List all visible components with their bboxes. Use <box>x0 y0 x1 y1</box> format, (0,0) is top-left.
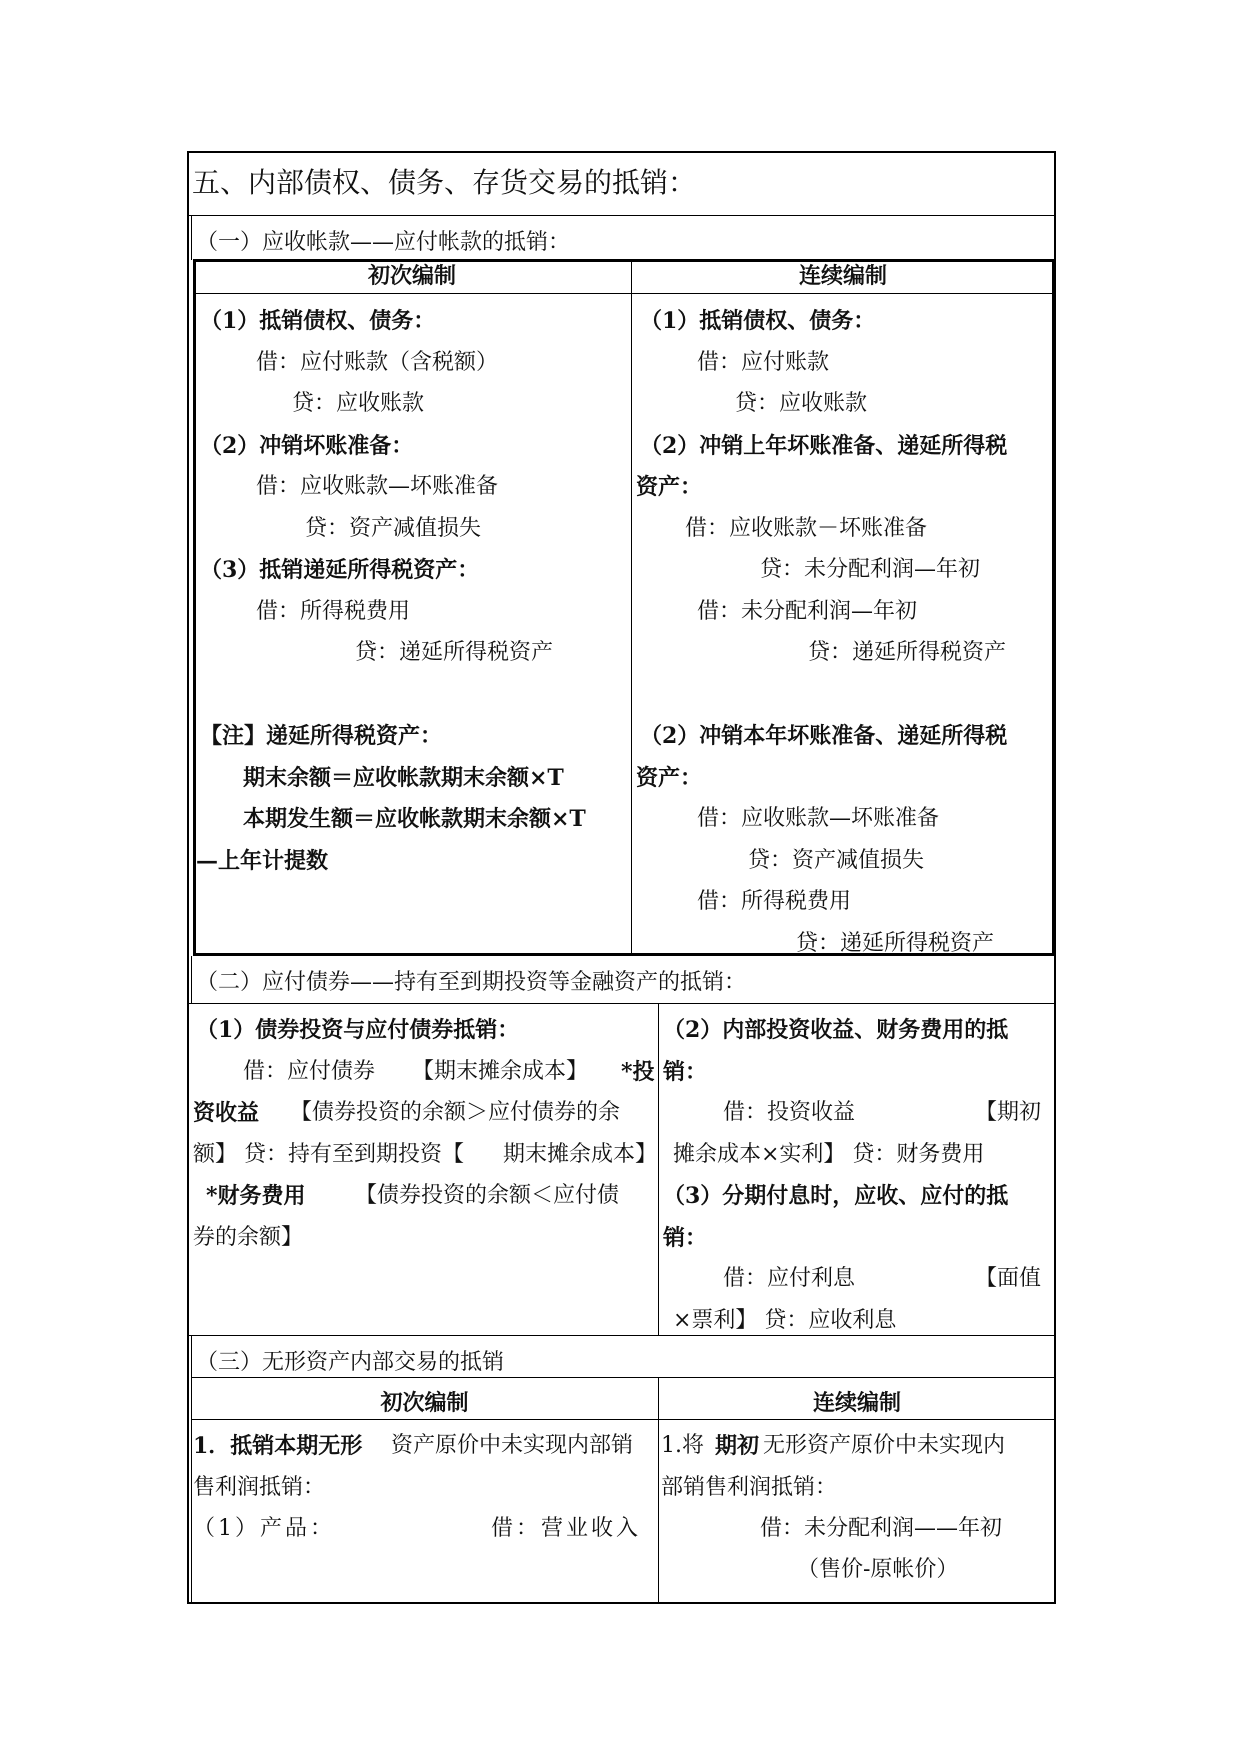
s1-left-line: 期末余额＝应收帐款期末余额×T <box>243 765 564 791</box>
s1-right-line: （1）抵销债权、债务： <box>640 308 876 334</box>
s2-left-line: 期末摊余成本】 <box>503 1142 658 1167</box>
s2-right-line: ×票利】 贷：应收利息 <box>673 1308 897 1333</box>
s2-left-line: 券的余额】 <box>193 1225 304 1250</box>
s2-right-line: （3）分期付息时，应收、应付的抵 <box>663 1183 1009 1209</box>
s1-right-line: （2）冲销本年坏账准备、递延所得税 <box>640 723 1008 749</box>
s1-right-line: 借：所得税费用 <box>697 889 852 914</box>
s1-right-line: 贷：资产减值损失 <box>748 848 925 873</box>
s2-right-line: 销： <box>663 1225 708 1251</box>
s3-right-line: 借：未分配利润——年初 <box>760 1516 1003 1541</box>
col-header-initial: 初次编制 <box>367 263 456 289</box>
s3-left-line: 借：营业收入 <box>491 1516 642 1541</box>
s2-left-line: 资收益 <box>193 1100 260 1126</box>
s1-right-line: 借：未分配利润—年初 <box>697 599 918 624</box>
col-header-continuing: 连续编制 <box>798 263 887 289</box>
col-header-continuing: 连续编制 <box>812 1390 901 1416</box>
s1-left-line: （1）抵销债权、债务： <box>200 308 436 334</box>
s2-right-line: （2）内部投资收益、财务费用的抵 <box>663 1017 1009 1043</box>
s2-right-line: 借：投资收益 <box>723 1100 856 1125</box>
divider <box>187 1335 1056 1336</box>
s2-left-line: 额】 贷：持有至到期投资【 <box>193 1142 464 1167</box>
s2-left-line: 【期末摊余成本】 <box>412 1059 589 1084</box>
s3-left-line: 资产原价中未实现内部销 <box>391 1433 634 1458</box>
s1-right-line: （2）冲销上年坏账准备、递延所得税 <box>640 433 1008 459</box>
divider <box>191 956 192 1004</box>
s2-left-line: *财务费用 <box>206 1183 306 1209</box>
s3-right-line: 1.将 <box>661 1433 704 1458</box>
section-2-header: （二）应付债券——持有至到期投资等金融资产的抵销： <box>196 970 747 995</box>
divider <box>191 1335 192 1604</box>
s1-right-line: 借：应收账款－坏账准备 <box>685 516 928 541</box>
s1-left-note: 【注】递延所得税资产： <box>200 723 443 749</box>
divider <box>193 293 1055 294</box>
s2-left-line: 【债券投资的余额＜应付债 <box>355 1183 620 1208</box>
section-3-header: （三）无形资产内部交易的抵销 <box>196 1350 505 1375</box>
s1-left-line: 借：应收账款—坏账准备 <box>256 474 499 499</box>
s1-left-line: （2）冲销坏账准备： <box>200 433 414 459</box>
s1-left-line: 贷：应收账款 <box>292 391 425 416</box>
s2-left-line: *投 <box>621 1059 655 1085</box>
page-title: 五、内部债权、债务、存货交易的抵销： <box>192 166 697 199</box>
s3-right-line: 期初 <box>715 1433 760 1459</box>
divider <box>191 216 192 260</box>
s2-right-line: 摊余成本×实利】 贷：财务费用 <box>673 1142 985 1167</box>
s1-left-line: 贷：资产减值损失 <box>305 516 482 541</box>
s1-right-line: 借：应付账款 <box>697 350 830 375</box>
divider <box>191 1419 1056 1420</box>
divider <box>187 1003 1056 1004</box>
s2-right-line: 借：应付利息 <box>723 1266 856 1291</box>
s1-right-line: 资产： <box>636 474 703 500</box>
divider <box>187 215 1056 216</box>
s1-left-line: 本期发生额＝应收帐款期末余额×T <box>243 806 586 832</box>
s2-left-line: 【债券投资的余额＞应付债券的余 <box>290 1100 621 1125</box>
s1-left-line: 借：所得税费用 <box>256 599 411 624</box>
s1-right-line: 贷：未分配利润—年初 <box>760 557 981 582</box>
s1-right-line: 贷：递延所得税资产 <box>796 931 995 956</box>
divider <box>631 259 632 956</box>
s1-right-line: 借：应收账款—坏账准备 <box>697 806 940 831</box>
s3-left-line: （1）产品： <box>193 1516 335 1541</box>
section-1-header: （一）应收帐款——应付帐款的抵销： <box>196 230 571 255</box>
s2-right-line: 【面值 <box>975 1266 1042 1291</box>
s1-right-line: 贷：递延所得税资产 <box>808 640 1007 665</box>
s1-right-line: 资产： <box>636 765 703 791</box>
s1-left-line: （3）抵销递延所得税资产： <box>200 557 480 583</box>
s2-left-line: （1）债券投资与应付债券抵销： <box>196 1017 520 1043</box>
s1-left-line: —上年计提数 <box>196 848 329 874</box>
s3-right-line: 无形资产原价中未实现内 <box>763 1433 1006 1458</box>
s3-left-line: 1．抵销本期无形 <box>193 1433 363 1459</box>
s2-right-line: 【期初 <box>975 1100 1042 1125</box>
s2-right-line: 销： <box>663 1059 708 1085</box>
divider <box>658 1003 659 1335</box>
s1-left-line: 贷：递延所得税资产 <box>355 640 554 665</box>
s3-right-line: （售价-原帐价） <box>797 1557 959 1582</box>
s2-left-line: 借：应付债券 <box>243 1059 376 1084</box>
divider <box>191 1377 1056 1378</box>
s1-left-line: 借：应付账款（含税额） <box>256 350 499 375</box>
s3-right-line: 部销售利润抵销： <box>661 1475 838 1500</box>
s1-right-line: 贷：应收账款 <box>735 391 868 416</box>
s3-left-line: 售利润抵销： <box>193 1475 326 1500</box>
col-header-initial: 初次编制 <box>380 1390 469 1416</box>
